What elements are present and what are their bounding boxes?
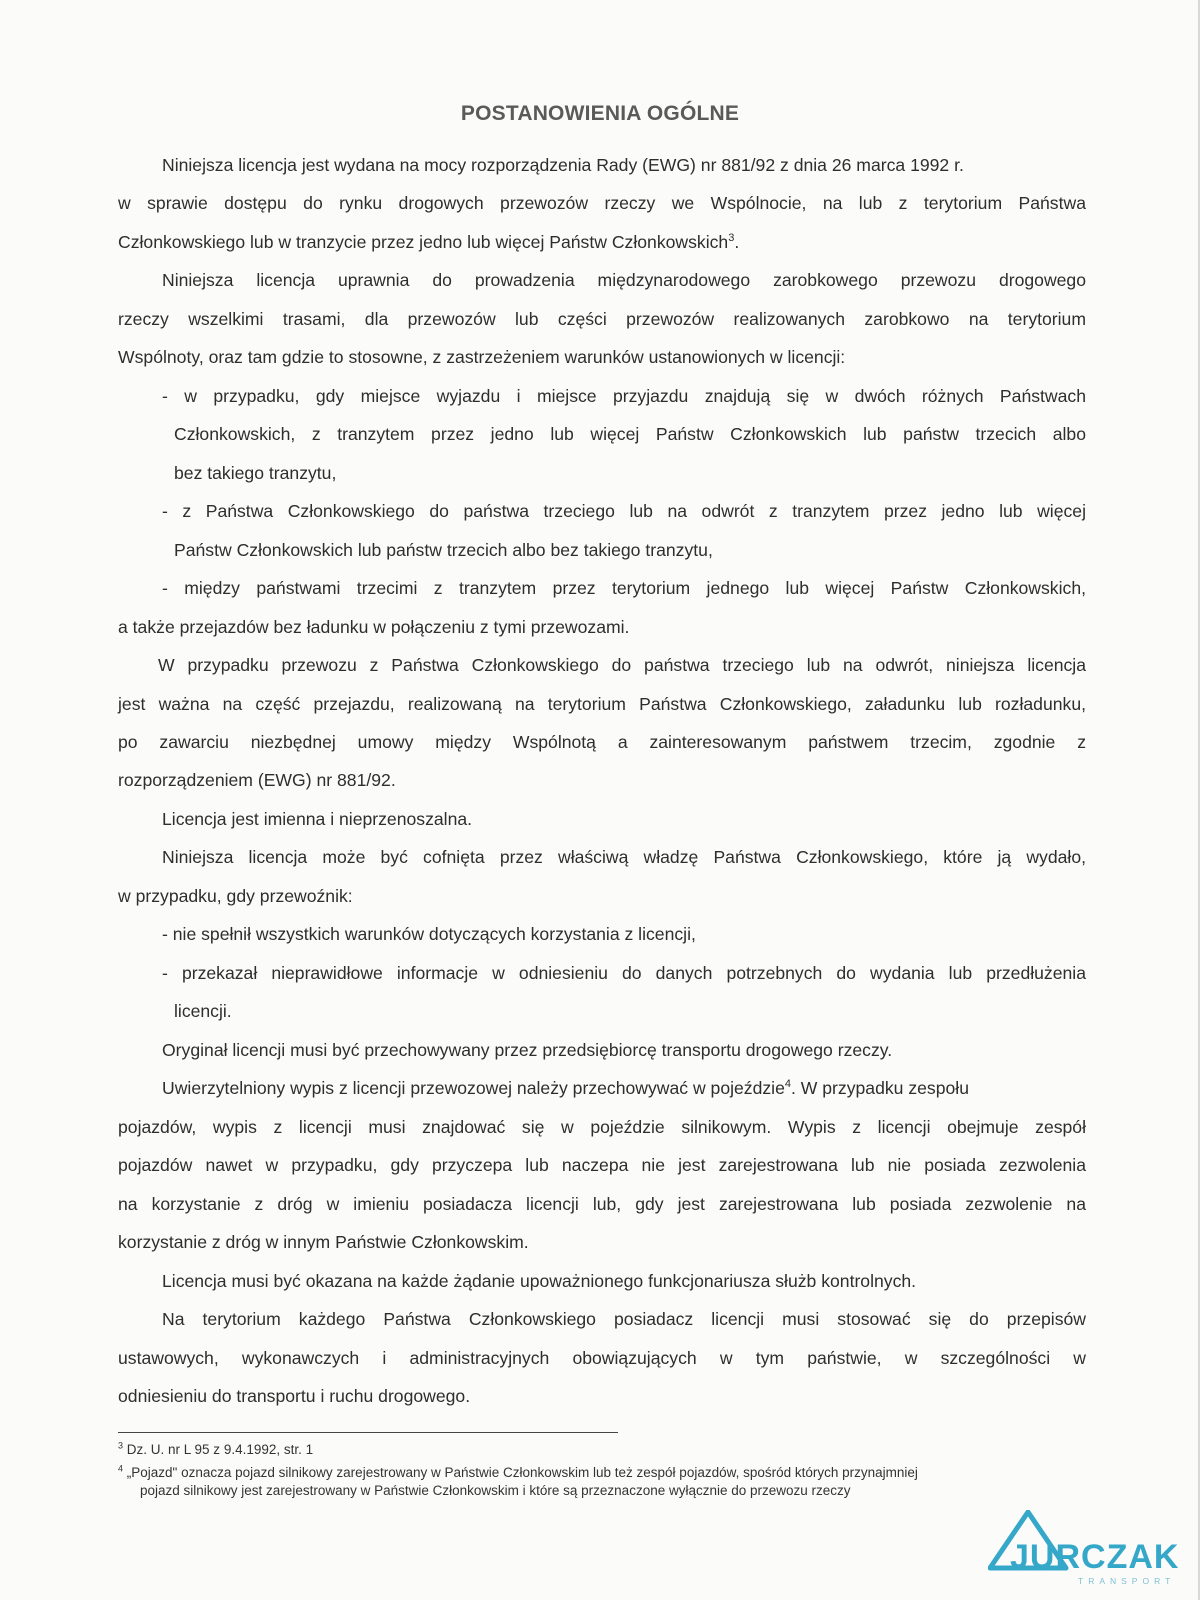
body-line: W przypadku przewozu z Państwa Członkowskiego do państwa trzeciego lub na odwrót, niniejsza licencja bbox=[158, 655, 1086, 675]
list-item-line: - w przypadku, gdy miejsce wyjazdu i miejsce przyjazdu znajdują się w dwóch różnych Państwach bbox=[162, 386, 1086, 406]
footnote-4 bbox=[118, 1464, 1086, 1500]
body-line: odniesieniu do transportu i ruchu drogowego. bbox=[118, 1386, 471, 1406]
body-line: rozporządzeniem (EWG) nr 881/92. bbox=[118, 770, 396, 790]
body-line: w sprawie dostępu do rynku drogowych przewozów rzeczy we Wspólnocie, na lub z terytorium Państwa bbox=[118, 193, 1086, 213]
body-line: Oryginał licencji musi być przechowywany przez przedsiębiorcę transportu drogowego rzeczy. bbox=[162, 1040, 893, 1060]
footnote-3 bbox=[118, 1441, 1086, 1459]
body-line: korzystanie z dróg w innym Państwie Członkowskim. bbox=[118, 1232, 529, 1252]
footnote-text: pojazd silnikowy jest zarejestrowany w Państwie Członkowskim i które są przeznaczone wyłącznie do przewozu rzeczy bbox=[140, 1483, 851, 1498]
footnote-ref: 3 bbox=[728, 232, 735, 245]
body-line: Niniejsza licencja uprawnia do prowadzenia międzynarodowego zarobkowego przewozu drogowego bbox=[162, 270, 1086, 290]
body-line: a także przejazdów bez ładunku w połączeniu z tymi przewozami. bbox=[118, 617, 630, 637]
body-line: jest ważna na część przejazdu, realizowaną na terytorium Państwa Członkowskiego, załadunku lub rozładunku, bbox=[118, 694, 1086, 714]
body-line: na korzystanie z dróg w imieniu posiadacza licencji lub, gdy jest zarejestrowana lub posiada zezwolenie na bbox=[118, 1194, 1086, 1214]
body-line: Niniejsza licencja może być cofnięta przez właściwą władzę Państwa Członkowskiego, które ją wydało, bbox=[162, 847, 1086, 867]
body-line: Na terytorium każdego Państwa Członkowskiego posiadacz licencji musi stosować się do przepisów bbox=[162, 1309, 1086, 1329]
footnote-text: Dz. U. nr L 95 z 9.4.1992, str. 1 bbox=[126, 1442, 314, 1457]
logo-name: JURCZAK bbox=[1010, 1538, 1180, 1576]
body-line: Niniejsza licencja jest wydana na mocy rozporządzenia Rady (EWG) nr 881/92 z dnia 26 marca 1992 r. bbox=[162, 155, 964, 175]
list-item-line: - przekazał nieprawidłowe informacje w odniesieniu do danych potrzebnych do wydania lub przedłużenia bbox=[162, 963, 1086, 983]
list-item-line: - między państwami trzecimi z tranzytem przez terytorium jednego lub więcej Państw Członkowskich, bbox=[162, 578, 1086, 598]
list-item-line: Członkowskich, z tranzytem przez jedno lub więcej Państw Członkowskich lub państw trzecich albo bbox=[174, 424, 1086, 444]
body-line: Członkowskiego lub w tranzycie przez jedno lub więcej Państw Członkowskich$^3$. bbox=[118, 232, 740, 252]
list-item-line: Państw Członkowskich lub państw trzecich albo bez takiego tranzytu, bbox=[174, 540, 713, 560]
body-line: Licencja jest imienna i nieprzenoszalna. bbox=[162, 809, 473, 829]
body-line: pojazdów nawet w przypadku, gdy przyczepa lub naczepa nie jest zarejestrowana lub nie posiada zezwolenia bbox=[118, 1155, 1086, 1175]
body-line: w przypadku, gdy przewoźnik: bbox=[118, 886, 353, 906]
body-line: ustawowych, wykonawczych i administracyjnych obowiązujących w tym państwie, w szczególności w bbox=[118, 1348, 1086, 1368]
list-item-line: bez takiego tranzytu, bbox=[174, 463, 337, 483]
body-line: po zawarciu niezbędnej umowy między Wspólnotą a zainteresowanym państwem trzecim, zgodnie z bbox=[118, 732, 1086, 752]
footnote-text: „Pojazd" oznacza pojazd silnikowy zarejestrowany w Państwie Członkowskim lub też zespół pojazdów, spośród których przynajmniej bbox=[126, 1465, 918, 1480]
list-item-line: licencji. bbox=[174, 1001, 232, 1021]
footnote-ref: 4 bbox=[784, 1078, 791, 1091]
footnote-mark: 3 bbox=[118, 1440, 124, 1451]
body-line: Uwierzytelniony wypis z licencji przewozowej należy przechowywać w pojeździe$^4$. W przypadku zespołu bbox=[162, 1078, 969, 1098]
body-line: pojazdów, wypis z licencji musi znajdować się w pojeździe silnikowym. Wypis z licencji obejmuje zespół bbox=[118, 1117, 1086, 1137]
body-line: Licencja musi być okazana na każde żądanie upoważnionego funkcjonariusza służb kontrolnych. bbox=[162, 1271, 917, 1291]
logo-subtitle: TRANSPORT bbox=[1078, 1576, 1176, 1586]
document-title: POSTANOWIENIA OGÓLNE bbox=[460, 102, 740, 125]
body-line: rzeczy wszelkimi trasami, dla przewozów lub części przewozów realizowanych zarobkowo na terytorium bbox=[118, 309, 1086, 329]
footnote-divider bbox=[118, 1432, 618, 1433]
body-line: Wspólnoty, oraz tam gdzie to stosowne, z zastrzeżeniem warunków ustanowionych w licencji: bbox=[118, 347, 846, 367]
list-item-line: - z Państwa Członkowskiego do państwa trzeciego lub na odwrót z tranzytem przez jedno lub więcej bbox=[162, 501, 1086, 521]
list-item-line: - nie spełnił wszystkich warunków dotyczących korzystania z licencji, bbox=[162, 924, 696, 944]
footnote-mark: 4 bbox=[118, 1463, 124, 1474]
